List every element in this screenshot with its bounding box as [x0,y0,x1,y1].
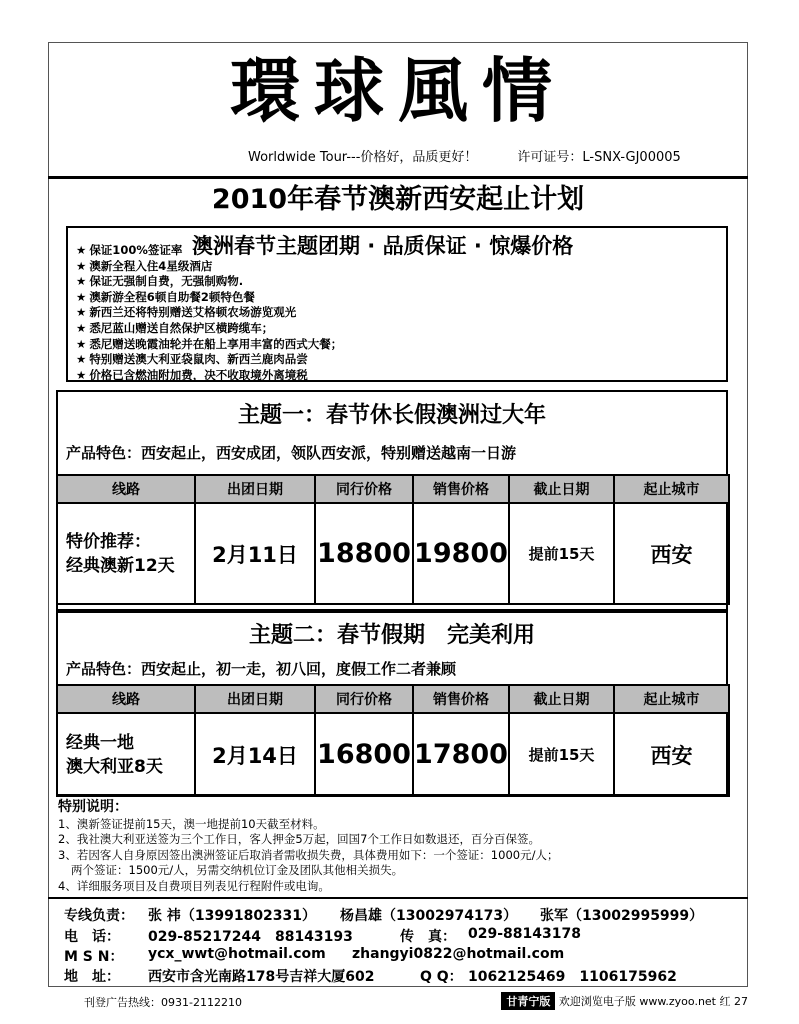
contact-label: 专线负责： [64,908,134,924]
header-date: 出团日期 [195,475,315,503]
qq-label: Q Q： [420,969,463,985]
highlights-title: 澳洲春节主题团期 · 品质保证 · 惊爆价格 [192,234,574,258]
peer-price-cell: 18800 [315,503,413,604]
footer [48,990,748,1012]
masthead-title: 環球風情 [230,49,566,132]
list-item: ★ 澳新全程入住4星级酒店 [76,259,342,275]
note-line: 4、详细服务项目及自费项目列表见行程附件或电询。 [58,878,330,893]
list-item: ★ 澳新游全程6顿自助餐2顿特色餐 [76,290,342,306]
note-line: 3、若因客人自身原因签出澳洲签证后取消者需收损失费，具体费用如下：一个签证：1000元/人； [58,847,559,862]
header-sale-price: 销售价格 [413,475,509,503]
msn-address-1: ycx_wwt@hotmail.com [148,946,326,962]
list-item: ★ 特别赠送澳大利亚袋鼠肉、新西兰鹿肉品尝 [76,352,342,368]
phone-label: 电 话： [64,929,120,945]
route-cell [57,503,195,604]
permit-number: 许可证号：L-SNX-GJ00005 [517,150,681,165]
address-label: 地 址： [64,969,120,985]
header-sale-price: 销售价格 [413,685,509,713]
header-peer-price: 同行价格 [315,475,413,503]
tagline-slogan: 价格好，品质更好！ [360,150,478,165]
fax-label: 传 真： [400,929,456,945]
edition-badge: 甘青宁版 [501,992,555,1010]
route-line-2: 澳大利亚8天 [66,756,163,777]
table-row [57,713,729,796]
footer-right [501,992,748,1010]
header-route: 线路 [57,475,195,503]
header-city: 起止城市 [614,685,729,713]
list-item: ★ 保证无强制自费，无强制购物. [76,274,342,290]
ad-hotline: 刊登广告热线：0931-2112210 [84,996,242,1009]
header-rule [48,176,748,179]
route-cell [57,713,195,796]
deadline-cell: 提前15天 [509,503,614,604]
note-line: 两个签证：1500元/人，另需交纳机位订金及团队其他相关损失。 [71,863,404,877]
table-row [57,503,729,604]
msn-address-2: zhangyi0822@hotmail.com [352,946,565,962]
fax-number: 029-88143178 [468,926,581,942]
theme2-table [56,684,730,797]
date-cell: 2月14日 [195,713,315,796]
theme1-section [56,390,728,611]
phone-number: 029-85217244 88143193 [148,929,353,945]
theme1-features: 产品特色：西安起止，西安成团，领队西安派，特别赠送越南一日游 [66,444,517,462]
note-line: 1、澳新签证提前15天，澳一地提前10天截至材料。 [58,816,325,831]
theme1-title: 主题一：春节休长假澳洲过大年 [237,403,546,428]
contact-person-2: 杨昌雄（13002974173） [340,908,518,924]
date-cell: 2月11日 [195,503,315,604]
theme1-table [56,474,730,605]
highlights-list [76,243,342,383]
header-peer-price: 同行价格 [315,685,413,713]
qq-numbers: 1062125469 1106175962 [468,969,677,985]
header-deadline: 截止日期 [509,475,614,503]
notes-title: 特别说明： [58,799,128,815]
route-line-1: 特价推荐： [66,531,151,552]
note-line: 2、我社澳大利亚送签为三个工作日，客人押金5万起，回国7个工作日如数退还，百分百保签。 [58,832,540,846]
tagline-en: Worldwide Tour--- [248,150,361,165]
list-item: ★ 保证100%签证率 [76,243,342,259]
table-header-row [57,685,729,713]
contact-block [48,897,748,985]
list-item: ★ 新西兰还将特别赠送艾格顿农场游览观光 [76,305,342,321]
website-text: 欢迎浏览电子版 www.zyoo.net [558,995,716,1008]
table-header-row [57,475,729,503]
theme2-features: 产品特色：西安起止，初一走，初八回，度假工作二者兼顾 [66,660,457,678]
page-number: 红 27 [719,995,748,1008]
sale-price-cell: 17800 [413,713,509,796]
route-line-2: 经典澳新12天 [66,555,175,576]
notes [58,800,558,894]
list-item: ★ 悉尼蓝山赠送自然保护区横跨缆车； [76,321,342,337]
sale-price-cell: 19800 [413,503,509,604]
contact-person-1: 张 祎（13991802331） [148,908,317,924]
header-route: 线路 [57,685,195,713]
tagline [248,146,681,165]
header-date: 出团日期 [195,685,315,713]
deadline-cell: 提前15天 [509,713,614,796]
theme2-title: 主题二：春节假期 完美利用 [248,623,535,648]
route-line-1: 经典一地 [66,732,134,753]
msn-label: M S N： [64,949,124,965]
header-deadline: 截止日期 [509,685,614,713]
contact-person-3: 张军（13002995999） [540,908,704,924]
list-item: ★ 价格已含燃油附加费，决不收取境外离境税 [76,368,342,384]
city-cell: 西安 [614,503,729,604]
theme2-section [56,611,728,796]
peer-price-cell: 16800 [315,713,413,796]
list-item: ★ 悉尼赠送晚霞油轮并在船上享用丰富的西式大餐； [76,337,342,353]
header-city: 起止城市 [614,475,729,503]
address-text: 西安市含光南路178号吉祥大厦602 [148,969,375,985]
main-title: 2010年春节澳新西安起止计划 [211,184,585,215]
city-cell: 西安 [614,713,729,796]
